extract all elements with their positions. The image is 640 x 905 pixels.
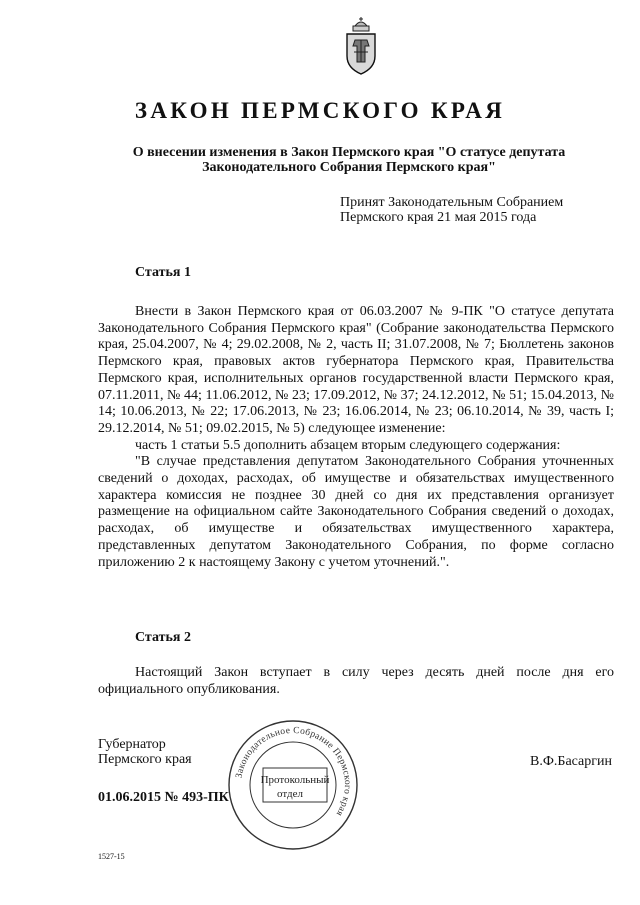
law-date-number: 01.06.2015 № 493-ПК <box>98 790 229 805</box>
article1-paragraph-3: "В случае представления депутатом Законодательного Собрания уточненных сведений о доходах, расходах, об имуществе и обязательствах имущественного характера комиссия не позднее 30 дней со дня их представления организует размещение на официальном сайте Законодательного Собрания сведений о доходах, расходах, об имуществе и обязательствах имущественного характера, представленных депутатом Законодательного Собрания, по форме согласно приложению 2 к настоящему Закону с учетом уточнений.". <box>98 454 614 570</box>
governor-name: В.Ф.Басаргин <box>530 754 612 769</box>
governor-title <box>98 737 192 767</box>
article1-heading: Статья 1 <box>135 265 191 280</box>
stamp-line1: Протокольный <box>260 774 330 786</box>
article2-body <box>98 665 614 698</box>
official-stamp <box>226 718 360 852</box>
governor-title-line1: Губернатор <box>98 737 166 752</box>
article2-heading: Статья 2 <box>135 630 191 645</box>
adoption-note-line1: Принят Законодательным Собранием <box>340 195 564 210</box>
adoption-note-line2: Пермского края 21 мая 2015 года <box>340 210 537 225</box>
coat-of-arms-emblem <box>341 16 381 76</box>
governor-title-line2: Пермского края <box>98 752 192 767</box>
article1-body <box>98 304 614 571</box>
adoption-note <box>340 195 563 225</box>
law-title: ЗАКОН ПЕРМСКОГО КРАЯ <box>134 98 506 123</box>
stamp-line2: отдел <box>277 788 303 800</box>
article2-paragraph-1: Настоящий Закон вступает в силу через десять дней после дня его официального опубликования. <box>98 665 614 697</box>
document-code: 1527-15 <box>98 852 125 861</box>
article1-paragraph-1: Внести в Закон Пермского края от 06.03.2007 № 9-ПК "О статусе депутата Законодательного Собрания Пермского края" (Собрание законодательства Пермского края, 25.04.2007, № 4; 29.02.2008, № 2, часть II; 31.07.2008, № 7; Бюллетень законов Пермского края, правовых актов губернатора Пермского края, Правительства Пермского края, исполнительных органов государственной власти Пермского края, 07.11.2011, № 44; 11.06.2012, № 23; 17.09.2012, № 37; 24.12.2012, № 51; 15.04.2013, № 14; 10.06.2013, № 22; 17.06.2013, № 23; 16.06.2014, № 23; 06.10.2014, № 39, часть I; 29.12.2014, № 51; 09.02.2015, № 5) следующее изменение: <box>98 304 614 436</box>
article1-paragraph-2: часть 1 статьи 5.5 дополнить абзацем вторым следующего содержания: <box>135 437 561 453</box>
stamp-ring-text: Законодательное Собрание Пермского края <box>234 725 353 818</box>
law-subtitle: О внесении изменения в Закон Пермского края "О статусе депутата Законодательного Собрания Пермского края" <box>132 145 566 175</box>
